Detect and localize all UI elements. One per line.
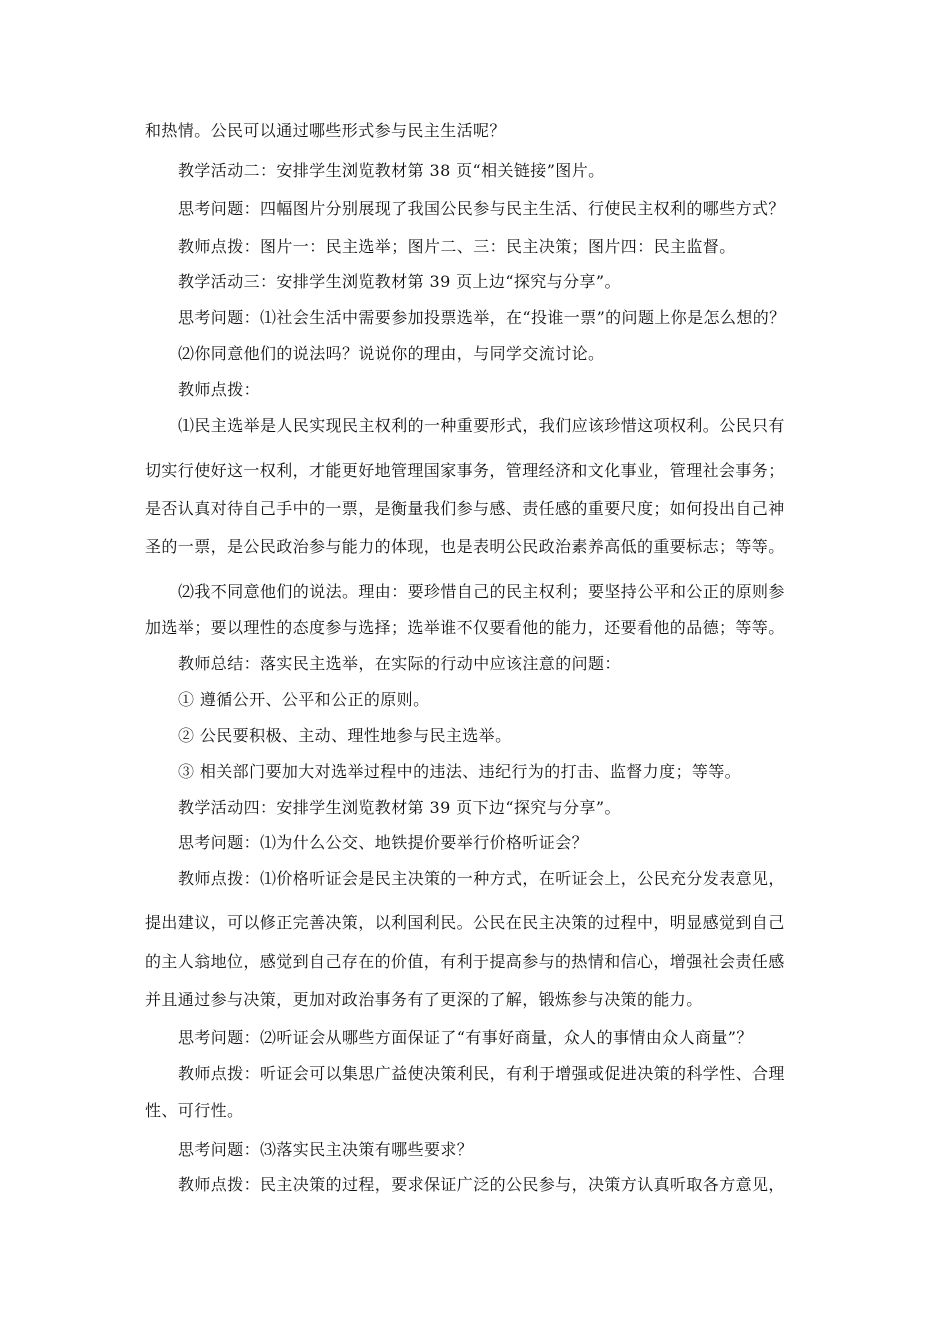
- text-line: 和热情。公民可以通过哪些形式参与民主生活呢？: [145, 121, 506, 140]
- text-line: ⑵我不同意他们的说法。理由：要珍惜自己的民主权利；要坚持公平和公正的原则参: [178, 582, 785, 601]
- text-line: 性、可行性。: [145, 1101, 244, 1120]
- text-line: 教学活动二：安排学生浏览教材第 38 页“相关链接”图片。: [178, 161, 605, 180]
- text-line: 的主人翁地位，感觉到自己存在的价值，有利于提高参与的热情和信心，增强社会责任感: [145, 952, 785, 971]
- text-line: 教师点拨：听证会可以集思广益使决策利民，有利于增强或促进决策的科学性、合理: [178, 1064, 785, 1083]
- text-line: 教师点拨：图片一：民主选举；图片二、三：民主决策；图片四：民主监督。: [178, 237, 736, 256]
- text-line: 切实行使好这一权利，才能更好地管理国家事务，管理经济和文化事业，管理社会事务；: [145, 461, 785, 480]
- text-line: 教学活动四：安排学生浏览教材第 39 页下边“探究与分享”。: [178, 798, 621, 817]
- text-line: 教学活动三：安排学生浏览教材第 39 页上边“探究与分享”。: [178, 272, 621, 291]
- text-line: 思考问题：⑶落实民主决策有哪些要求？: [178, 1140, 474, 1159]
- text-line: 教师点拨：⑴价格听证会是民主决策的一种方式，在听证会上，公民充分发表意见，: [178, 869, 785, 888]
- text-line: 思考问题：⑴为什么公交、地铁提价要举行价格听证会？: [178, 833, 589, 852]
- text-line: 是否认真对待自己手中的一票，是衡量我们参与感、责任感的重要尺度；如何投出自己神: [145, 499, 785, 518]
- text-line: 加选举；要以理性的态度参与选择；选举谁不仅要看他的能力，还要看他的品德；等等。: [145, 618, 785, 637]
- text-line: ① 遵循公开、公平和公正的原则。: [178, 690, 430, 709]
- text-line: 教师总结：落实民主选举，在实际的行动中应该注意的问题：: [178, 654, 621, 673]
- text-line: 教师点拨：民主决策的过程，要求保证广泛的公民参与，决策方认真听取各方意见，: [178, 1175, 785, 1194]
- text-line: 圣的一票，是公民政治参与能力的体现，也是表明公民政治素养高低的重要标志；等等。: [145, 537, 785, 556]
- text-line: 教师点拨：: [178, 380, 261, 399]
- text-line: ③ 相关部门要加大对选举过程中的违法、违纪行为的打击、监督力度；等等。: [178, 762, 742, 781]
- text-line: ② 公民要积极、主动、理性地参与民主选举。: [178, 726, 512, 745]
- text-line: ⑵你同意他们的说法吗？说说你的理由，与同学交流讨论。: [178, 344, 605, 363]
- text-line: 提出建议，可以修正完善决策，以利国利民。公民在民主决策的过程中，明显感觉到自己: [145, 913, 785, 932]
- text-line: 思考问题：四幅图片分别展现了我国公民参与民主生活、行使民主权利的哪些方式？: [178, 199, 785, 218]
- text-line: ⑴民主选举是人民实现民主权利的一种重要形式，我们应该珍惜这项权利。公民只有: [178, 416, 785, 435]
- text-line: 思考问题：⑴社会生活中需要参加投票选举，在“投谁一票”的问题上你是怎么想的？: [178, 308, 786, 327]
- text-line: 并且通过参与决策，更加对政治事务有了更深的了解，锻炼参与决策的能力。: [145, 990, 703, 1009]
- text-line: 思考问题：⑵听证会从哪些方面保证了“有事好商量，众人的事情由众人商量”？: [178, 1028, 753, 1047]
